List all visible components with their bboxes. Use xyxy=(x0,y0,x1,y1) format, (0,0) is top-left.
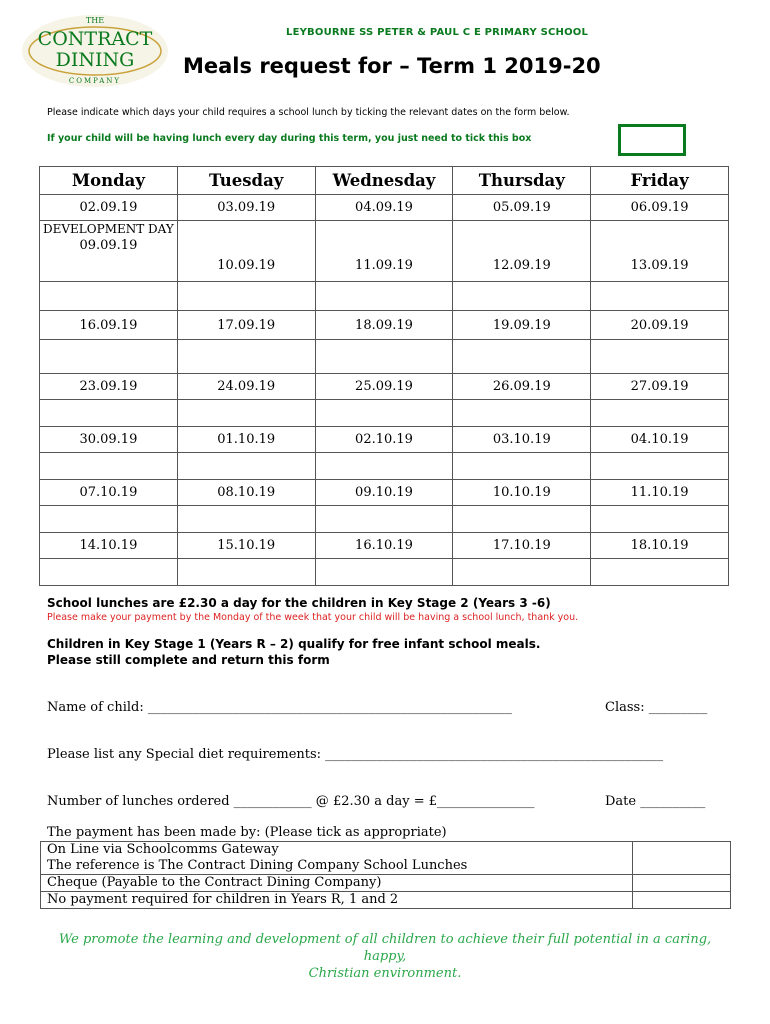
tick-cell[interactable] xyxy=(177,340,315,374)
svg-text:COMPANY: COMPANY xyxy=(68,77,122,85)
tick-row xyxy=(40,559,729,586)
tick-cell[interactable] xyxy=(315,340,453,374)
tick-cell[interactable] xyxy=(177,282,315,311)
date-cell: 10.10.19 xyxy=(453,480,591,506)
tick-cell[interactable] xyxy=(591,453,729,480)
date-cell: 04.10.19 xyxy=(591,427,729,453)
tick-cell[interactable] xyxy=(591,559,729,586)
date-cell: 18.10.19 xyxy=(591,533,729,559)
payment-option-label xyxy=(41,842,633,875)
date-row xyxy=(40,427,729,453)
tick-cell[interactable] xyxy=(591,400,729,427)
payment-option-online-label: On Line via Schoolcomms Gateway xyxy=(47,842,279,857)
date-cell: 18.09.19 xyxy=(315,311,453,340)
payment-tick-online[interactable] xyxy=(633,842,731,875)
date-row xyxy=(40,533,729,559)
date-cell: 03.09.19 xyxy=(177,195,315,221)
tick-cell[interactable] xyxy=(591,282,729,311)
tick-cell[interactable] xyxy=(315,453,453,480)
date-cell: 25.09.19 xyxy=(315,374,453,400)
date-cell: 16.09.19 xyxy=(40,311,178,340)
date-row xyxy=(40,480,729,506)
tick-cell[interactable] xyxy=(40,282,178,311)
school-name: LEYBOURNE SS PETER & PAUL C E PRIMARY SCHOOL xyxy=(286,27,589,38)
payment-reference-text: The reference is The Contract Dining Company School Lunches xyxy=(47,858,468,873)
header-tuesday: Tuesday xyxy=(177,167,315,195)
date-cell: 02.10.19 xyxy=(315,427,453,453)
special-diet-field[interactable]: Please list any Special diet requirements: ____________________________________________________ xyxy=(47,747,664,762)
tick-cell[interactable] xyxy=(177,559,315,586)
payment-option-online xyxy=(41,842,731,875)
payment-deadline-note: Please make your payment by the Monday of the week that your child will be having a school lunch, thank you. xyxy=(47,612,579,623)
date-cell: 06.09.19 xyxy=(591,195,729,221)
payment-options-table xyxy=(40,841,731,909)
tick-row xyxy=(40,282,729,311)
ks1-free-meals-note: Children in Key Stage 1 (Years R – 2) qualify for free infant school meals. xyxy=(47,637,541,651)
date-cell: 17.10.19 xyxy=(453,533,591,559)
payment-tick-cheque[interactable] xyxy=(633,875,731,892)
school-ethos-footer xyxy=(40,931,730,982)
date-cell: 10.09.19 xyxy=(177,221,315,282)
date-cell: 02.09.19 xyxy=(40,195,178,221)
date-cell: 24.09.19 xyxy=(177,374,315,400)
table-header-row xyxy=(40,167,729,195)
tick-row xyxy=(40,453,729,480)
page-title: Meals request for – Term 1 2019-20 xyxy=(183,54,601,78)
payment-method-heading: The payment has been made by: (Please tick as appropriate) xyxy=(47,825,447,840)
lunches-ordered-field[interactable]: Number of lunches ordered ____________ @ £2.30 a day = £_______________ xyxy=(47,794,535,809)
payment-option-none-label: No payment required for children in Years R, 1 and 2 xyxy=(41,892,633,909)
tick-cell[interactable] xyxy=(40,453,178,480)
class-field[interactable]: Class: _________ xyxy=(605,700,708,715)
tick-cell[interactable] xyxy=(315,282,453,311)
contract-dining-logo xyxy=(20,14,170,88)
date-cell: 01.10.19 xyxy=(177,427,315,453)
date-cell: 17.09.19 xyxy=(177,311,315,340)
tick-cell[interactable] xyxy=(453,340,591,374)
tick-cell[interactable] xyxy=(40,400,178,427)
svg-text:DINING: DINING xyxy=(55,49,135,71)
date-cell: 09.10.19 xyxy=(315,480,453,506)
tick-cell[interactable] xyxy=(177,506,315,533)
tick-cell[interactable] xyxy=(315,559,453,586)
everyday-instruction: If your child will be having lunch every day during this term, you just need to tick this box xyxy=(47,133,532,144)
date-cell: 04.09.19 xyxy=(315,195,453,221)
tick-row xyxy=(40,400,729,427)
tick-cell[interactable] xyxy=(315,400,453,427)
tick-cell[interactable] xyxy=(177,400,315,427)
tick-cell[interactable] xyxy=(591,506,729,533)
tick-row xyxy=(40,506,729,533)
date-cell: 11.09.19 xyxy=(315,221,453,282)
svg-text:CONTRACT: CONTRACT xyxy=(37,28,153,50)
child-name-field[interactable]: Name of child: ________________________________________________________ xyxy=(47,700,512,715)
tick-cell[interactable] xyxy=(40,340,178,374)
date-cell: 07.10.19 xyxy=(40,480,178,506)
dev-day-cell[interactable] xyxy=(40,221,178,282)
date-row xyxy=(40,374,729,400)
payment-option-none xyxy=(41,892,731,909)
date-cell: 30.09.19 xyxy=(40,427,178,453)
date-cell: 11.10.19 xyxy=(591,480,729,506)
date-cell: 27.09.19 xyxy=(591,374,729,400)
tick-cell[interactable] xyxy=(453,559,591,586)
instructions-text: Please indicate which days your child requires a school lunch by ticking the relevant dates on the form below. xyxy=(47,107,570,118)
date-cell: 12.09.19 xyxy=(453,221,591,282)
every-day-tick-box[interactable] xyxy=(618,124,686,156)
header-monday: Monday xyxy=(40,167,178,195)
header-wednesday: Wednesday xyxy=(315,167,453,195)
svg-text:THE: THE xyxy=(85,16,105,25)
tick-cell[interactable] xyxy=(453,506,591,533)
payment-tick-none[interactable] xyxy=(633,892,731,909)
date-field[interactable]: Date __________ xyxy=(605,794,706,809)
date-cell: 03.10.19 xyxy=(453,427,591,453)
header-thursday: Thursday xyxy=(453,167,591,195)
tick-cell[interactable] xyxy=(177,453,315,480)
header-friday: Friday xyxy=(591,167,729,195)
date-cell: 20.09.19 xyxy=(591,311,729,340)
tick-row xyxy=(40,340,729,374)
ks2-price-heading: School lunches are £2.30 a day for the children in Key Stage 2 (Years 3 -6) xyxy=(47,596,551,610)
date-label: 09.09.19 xyxy=(79,238,138,253)
date-cell: 23.09.19 xyxy=(40,374,178,400)
tick-cell[interactable] xyxy=(591,340,729,374)
tick-cell[interactable] xyxy=(453,453,591,480)
date-cell: 05.09.19 xyxy=(453,195,591,221)
tick-cell[interactable] xyxy=(453,282,591,311)
tick-cell[interactable] xyxy=(40,559,178,586)
date-cell: 26.09.19 xyxy=(453,374,591,400)
date-cell: 13.09.19 xyxy=(591,221,729,282)
date-row xyxy=(40,311,729,340)
footer-line-1: We promote the learning and development of all children to achieve their full potential in a caring, happy, xyxy=(58,932,712,964)
dates-table xyxy=(39,166,729,586)
date-cell: 19.09.19 xyxy=(453,311,591,340)
date-row xyxy=(40,221,729,282)
tick-cell[interactable] xyxy=(453,400,591,427)
payment-option-cheque-label: Cheque (Payable to the Contract Dining Company) xyxy=(41,875,633,892)
tick-cell[interactable] xyxy=(40,506,178,533)
date-cell: 08.10.19 xyxy=(177,480,315,506)
footer-line-2: Christian environment. xyxy=(308,966,462,981)
date-cell: 16.10.19 xyxy=(315,533,453,559)
date-cell: 14.10.19 xyxy=(40,533,178,559)
date-row xyxy=(40,195,729,221)
payment-option-cheque xyxy=(41,875,731,892)
date-cell: 15.10.19 xyxy=(177,533,315,559)
return-form-note: Please still complete and return this form xyxy=(47,653,330,667)
development-day-note: DEVELOPMENT DAY xyxy=(43,222,174,236)
tick-cell[interactable] xyxy=(315,506,453,533)
